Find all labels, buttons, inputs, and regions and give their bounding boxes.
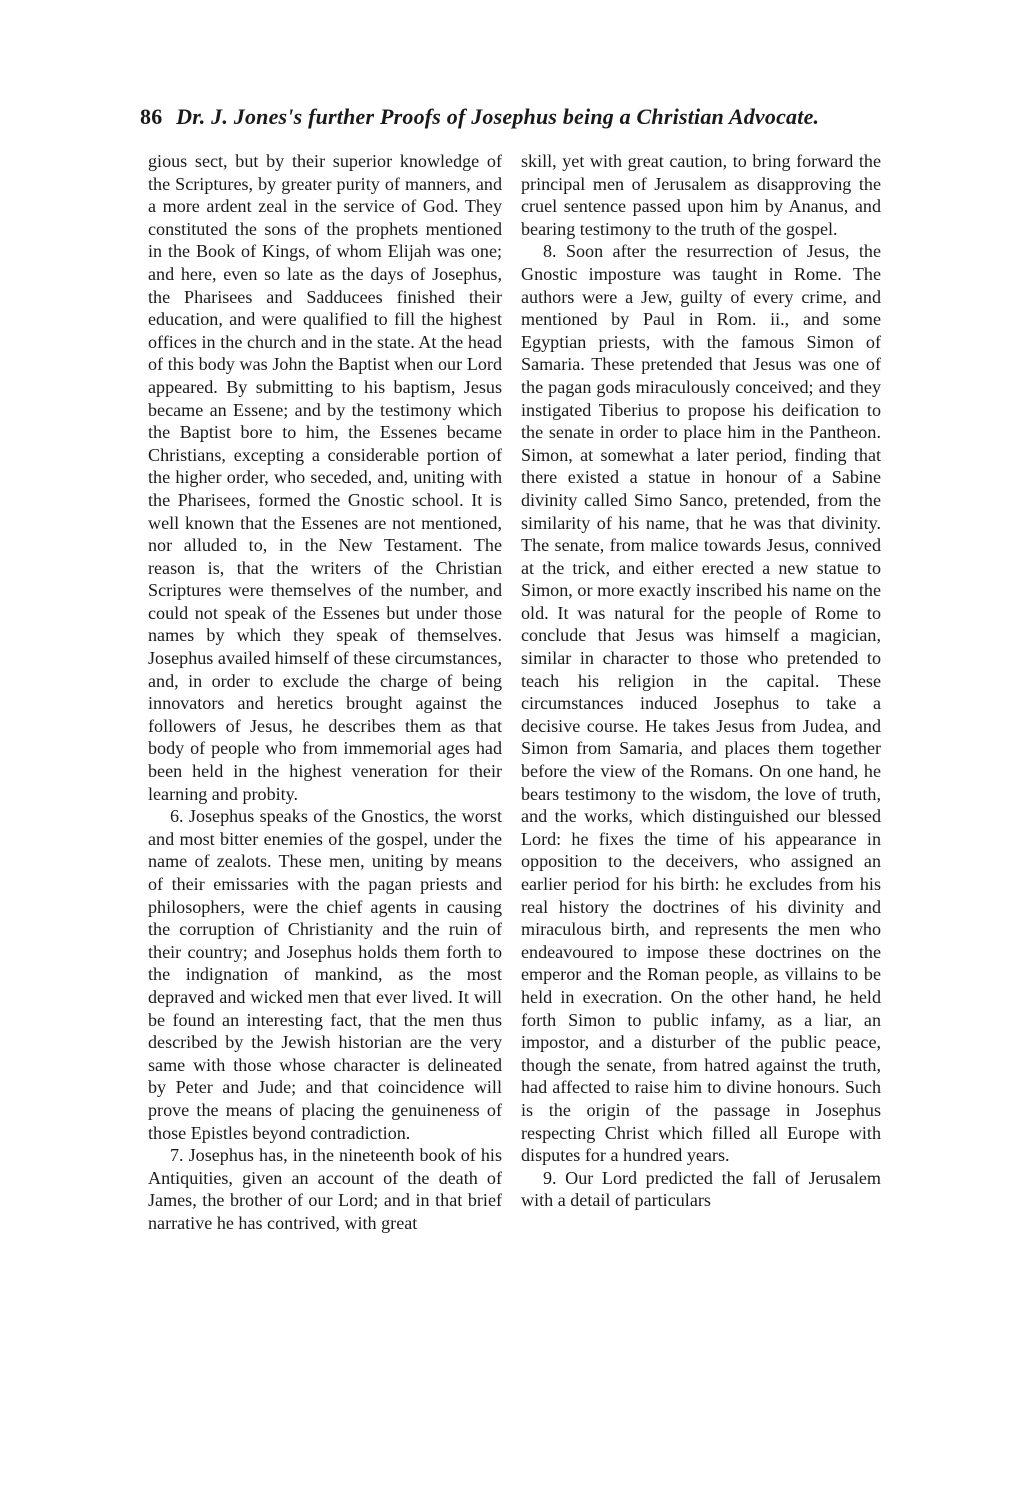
running-header [140,104,880,130]
paragraph: skill, yet with great caution, to bring forward the principal men of Jerusalem as disapproving the cruel sentence passed upon him by Ananus, and bearing testimony to the truth of the gospel. [521,151,881,239]
paragraph: 9. Our Lord predicted the fall of Jerusalem with a detail of particulars [521,1167,881,1211]
paragraph: 7. Josephus has, in the nineteenth book of his Antiquities, given an account of the death of James, the brother of our Lord; and in that brief narrative he has contrived, with great [148,1145,502,1233]
right-column [521,150,881,1212]
running-title: Dr. J. Jones's further Proofs of Josephus being a Christian Advocate. [176,104,820,129]
paragraph: 8. Soon after the resurrection of Jesus, the Gnostic imposture was taught in Rome. The authors were a Jew, guilty of every crime, and mentioned by Paul in Rom. ii., and some Egyptian priests, with the famous Simon of Samaria. These pretended that Jesus was one of the pagan gods miraculously conceived; and they instigated Tiberius to propose his deification to the senate in order to place him in the Pantheon. Simon, at somewhat a later period, finding that there existed a statue in honour of a Sabine divinity called Simo Sanco, pretended, from the similarity of his name, that he was that divinity. The senate, from malice towards Jesus, connived at the trick, and either erected a new statue to Simon, or more exactly inscribed his name on the old. It was natural for the people of Rome to conclude that Jesus was himself a magician, similar in character to those who pretended to teach his religion in the capital. These circumstances induced Josephus to take a decisive course. He takes Jesus from Judea, and Simon from Samaria, and places them together before the view of the Romans. On one hand, he bears testimony to the wisdom, the love of truth, and the works, which distinguished our blessed Lord: he fixes the time of his appearance in opposition to the deceivers, who assigned an earlier period for his birth: he excludes from his real history the doctrines of his divinity and miraculous birth, and represents the men who endeavoured to impose these doctrines on the emperor and the Roman people, as villains to be held in execration. On the other hand, he held forth Simon to public infamy, as a liar, an impostor, and a disturber of the public peace, though the senate, from hatred against the truth, had affected to raise him to divine honours. Such is the origin of the passage in Josephus respecting Christ which filled all Europe with disputes for a hundred years. [521,241,881,1166]
left-column [148,150,502,1235]
paragraph: gious sect, but by their superior knowledge of the Scriptures, by greater purity of manners, and a more ardent zeal in the service of God. They constituted the sons of the prophets mentioned in the Book of Kings, of whom Elijah was one; and here, even so late as the days of Josephus, the Pharisees and Sadducees finished their education, and were qualified to fill the highest offices in the church and in the state. At the head of this body was John the Baptist when our Lord appeared. By submitting to his baptism, Jesus became an Essene; and by the testimony which the Baptist bore to him, the Essenes became Christians, excepting a considerable portion of the higher order, who seceded, and, uniting with the Pharisees, formed the Gnostic school. It is well known that the Essenes are not mentioned, nor alluded to, in the New Testament. The reason is, that the writers of the Christian Scriptures were themselves of the number, and could not speak of the Essenes but under those names by which they speak of themselves. Josephus availed himself of these circumstances, and, in order to exclude the charge of being innovators and heretics brought against the followers of Jesus, he describes them as that body of people who from immemorial ages had been held in the highest veneration for their learning and probity. [148,151,502,804]
paragraph: 6. Josephus speaks of the Gnostics, the worst and most bitter enemies of the gospel, under the name of zealots. These men, uniting by means of their emissaries with the pagan priests and philosophers, were the chief agents in causing the corruption of Christianity and the ruin of their country; and Josephus holds them forth to the indignation of mankind, as the most depraved and wicked men that ever lived. It will be found an interesting fact, that the men thus described by the Jewish historian are the very same with those whose character is delineated by Peter and Jude; and that coincidence will prove the means of placing the genuineness of those Epistles beyond contradiction. [148,806,502,1143]
page-number: 86 [140,104,163,129]
